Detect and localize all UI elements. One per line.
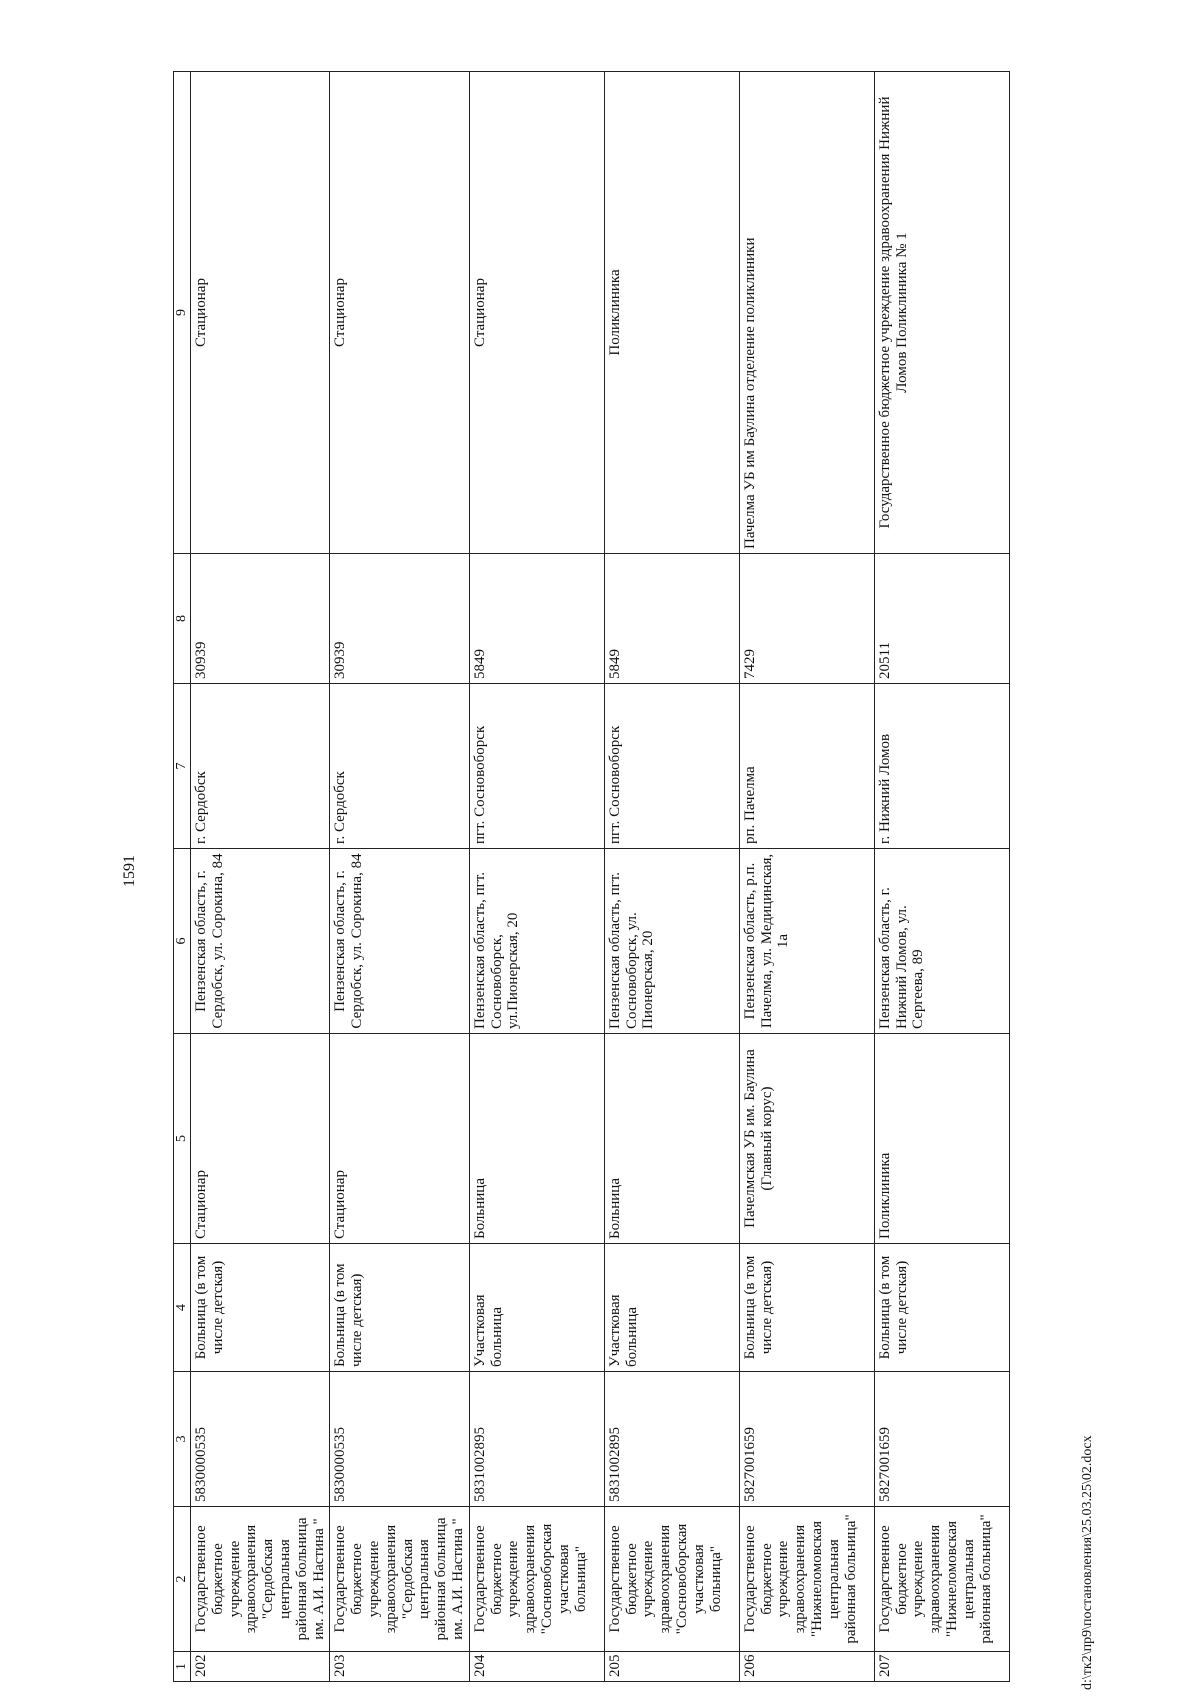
cell-population: 30939 [330, 554, 469, 684]
header-col-4: 4 [174, 1244, 191, 1372]
cell-unit: Стационар [191, 1034, 330, 1244]
cell-address: Пензенская область, р.п. Пачелма, ул. Медицинская, 1а [739, 849, 874, 1034]
cell-facility-type: Больница (в том числе детская) [191, 1244, 330, 1372]
cell-inn: 5827001659 [739, 1372, 874, 1507]
cell-facility-type: Больница (в том числе детская) [874, 1244, 1009, 1372]
header-col-3: 3 [174, 1372, 191, 1507]
header-col-8: 8 [174, 554, 191, 684]
cell-organization: Государственное бюджетное учреждение здравоохранения "Нижнеломовская центральная районная больница" [739, 1507, 874, 1652]
cell-number: 203 [330, 1652, 469, 1682]
cell-number: 204 [469, 1652, 604, 1682]
facility-table [173, 71, 1010, 1682]
table-row [874, 72, 1009, 1682]
table-row [191, 72, 330, 1682]
cell-department: Стационар [330, 72, 469, 554]
cell-address: Пензенская область, пгт. Сосновоборск, ул. Пионерская, 20 [604, 849, 739, 1034]
cell-department: Государственное бюджетное учреждение здравоохранения Нижний Ломов Поликлиника № 1 [874, 72, 1009, 554]
cell-organization: Государственное бюджетное учреждение здравоохранения "Сосновоборская участковая больница" [469, 1507, 604, 1652]
cell-facility-type: Участковая больница [604, 1244, 739, 1372]
footer-file-path: d:\тк2\пр9\постановления\25.03.25\02.docx [1080, 1435, 1095, 1690]
facility-table-rotated [173, 72, 1021, 1682]
cell-unit: Пачелмская УБ им. Баулина (Главный корус) [739, 1034, 874, 1244]
cell-locality: пгт. Сосновоборск [469, 684, 604, 849]
cell-organization: Государственное бюджетное учреждение здравоохранения "Сердобская центральная районная больница им. А.И. Настина " [191, 1507, 330, 1652]
cell-number: 206 [739, 1652, 874, 1682]
cell-facility-type: Участковая больница [469, 1244, 604, 1372]
cell-address: Пензенская область, г. Сердобск, ул. Сорокина, 84 [330, 849, 469, 1034]
header-row [174, 72, 191, 1682]
cell-population: 5849 [604, 554, 739, 684]
cell-locality: г. Нижний Ломов [874, 684, 1009, 849]
cell-locality: пгт. Сосновоборск [604, 684, 739, 849]
header-col-2: 2 [174, 1507, 191, 1652]
cell-unit: Поликлиника [874, 1034, 1009, 1244]
header-col-9: 9 [174, 72, 191, 554]
cell-address: Пензенская область, г. Нижний Ломов, ул. Сергеева, 89 [874, 849, 1009, 1034]
cell-inn: 5831002895 [469, 1372, 604, 1507]
table-row [604, 72, 739, 1682]
cell-unit: Больница [469, 1034, 604, 1244]
cell-organization: Государственное бюджетное учреждение здравоохранения "Нижнеломовская центральная районная больница" [874, 1507, 1009, 1652]
cell-organization: Государственное бюджетное учреждение здравоохранения "Сосновоборская участковая больница" [604, 1507, 739, 1652]
header-col-1: 1 [174, 1652, 191, 1682]
header-col-5: 5 [174, 1034, 191, 1244]
cell-department: Стационар [191, 72, 330, 554]
cell-number: 202 [191, 1652, 330, 1682]
cell-number: 207 [874, 1652, 1009, 1682]
page-number: 1591 [121, 855, 138, 887]
cell-department: Пачелма УБ им Баулина отделение поликлиники [739, 72, 874, 554]
cell-organization: Государственное бюджетное учреждение здравоохранения "Сердобская центральная районная больница им. А.И. Настина " [330, 1507, 469, 1652]
cell-unit: Больница [604, 1034, 739, 1244]
cell-number: 205 [604, 1652, 739, 1682]
table-row [739, 72, 874, 1682]
cell-population: 30939 [191, 554, 330, 684]
cell-inn: 5831002895 [604, 1372, 739, 1507]
cell-facility-type: Больница (в том числе детская) [739, 1244, 874, 1372]
header-col-6: 6 [174, 849, 191, 1034]
cell-inn: 5830000535 [330, 1372, 469, 1507]
table-row [330, 72, 469, 1682]
cell-locality: г. Сердобск [191, 684, 330, 849]
cell-inn: 5827001659 [874, 1372, 1009, 1507]
cell-population: 7429 [739, 554, 874, 684]
table-row [469, 72, 604, 1682]
cell-population: 20511 [874, 554, 1009, 684]
cell-department: Поликлиника [604, 72, 739, 554]
cell-facility-type: Больница (в том числе детская) [330, 1244, 469, 1372]
cell-address: Пензенская область, г. Сердобск, ул. Сорокина, 84 [191, 849, 330, 1034]
cell-locality: рп. Пачелма [739, 684, 874, 849]
cell-department: Стационар [469, 72, 604, 554]
header-col-7: 7 [174, 684, 191, 849]
cell-locality: г. Сердобск [330, 684, 469, 849]
cell-population: 5849 [469, 554, 604, 684]
cell-inn: 5830000535 [191, 1372, 330, 1507]
cell-address: Пензенская область, пгт. Сосновоборск, ул.Пионерская, 20 [469, 849, 604, 1034]
cell-unit: Стационар [330, 1034, 469, 1244]
